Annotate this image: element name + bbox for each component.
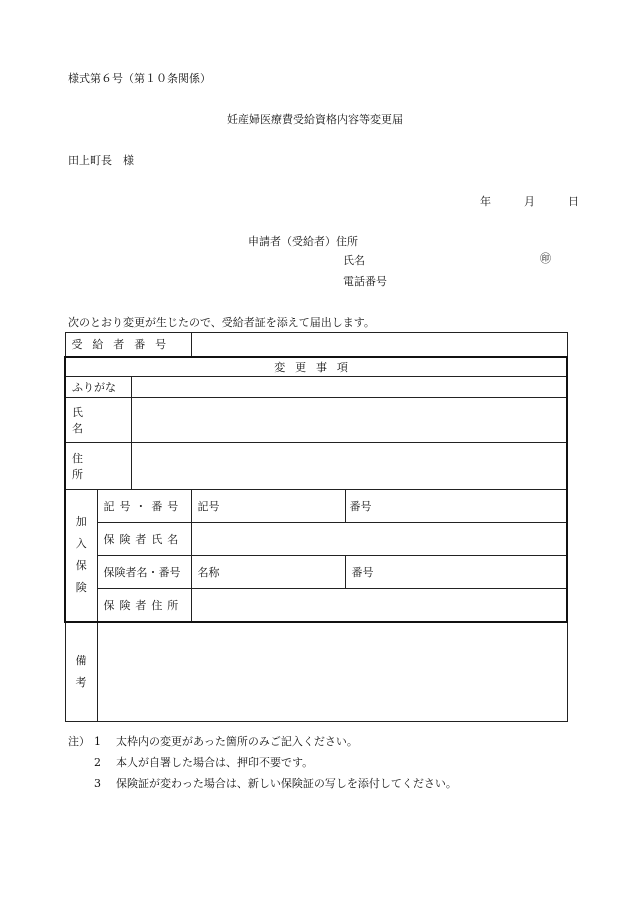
date-day: 日 [568, 195, 579, 208]
insurer-name-number-row [65, 556, 567, 589]
seal-mark: ㊞ [540, 252, 551, 265]
furigana-row [65, 377, 567, 398]
name-field[interactable] [131, 398, 567, 443]
furigana-label: ふりがな [65, 377, 131, 398]
insurer-address-label: 保険者住所 [97, 589, 191, 622]
insurer-name-field[interactable]: 名称 [191, 556, 345, 589]
address-row [65, 443, 567, 490]
remarks-row [65, 622, 567, 722]
name-row [65, 398, 567, 443]
insured-name-field[interactable] [191, 523, 567, 556]
recipient-line: 田上町長 様 [68, 154, 134, 167]
applicant-name-label: 氏名 [343, 254, 365, 267]
insurer-number-field[interactable]: 番号 [345, 556, 567, 589]
date-month: 月 [524, 195, 535, 208]
insurance-group-label: 加 入 保 険 [65, 490, 97, 622]
insured-name-row [65, 523, 567, 556]
address-field[interactable] [131, 443, 567, 490]
document-title: 妊産婦医療費受給資格内容等変更届 [227, 113, 403, 126]
insured-name-label: 保険者氏名 [97, 523, 191, 556]
furigana-field[interactable] [131, 377, 567, 398]
applicant-phone-label: 電話番号 [343, 275, 387, 288]
recipient-number-row [65, 333, 567, 357]
insurer-address-row [65, 589, 567, 622]
note-item: 2 本人が自署した場合は、押印不要です。 [94, 756, 314, 769]
insurer-name-number-label: 保険者名・番号 [97, 556, 191, 589]
notes-section [68, 731, 457, 794]
form-number: 様式第６号（第１０条関係） [68, 72, 211, 85]
note-item: 3 保険証が変わった場合は、新しい保険証の写しを添付してください。 [94, 777, 457, 790]
symbol-number-row [65, 490, 567, 523]
date-year: 年 [480, 195, 491, 208]
change-items-header-row [65, 357, 567, 377]
notes-prefix: 注） [68, 735, 90, 748]
intro-text: 次のとおり変更が生じたので、受給者証を添えて届出します。 [68, 316, 375, 329]
recipient-number-label: 受給者番号 [65, 333, 191, 357]
date-field [480, 193, 579, 209]
remarks-label: 備 考 [65, 622, 97, 722]
change-form-table [64, 332, 568, 722]
symbol-number-label: 記号・番号 [97, 490, 191, 523]
change-items-header: 変更事項 [65, 357, 567, 377]
symbol-field[interactable]: 記号 [191, 490, 345, 523]
name-label: 氏名 [65, 398, 131, 443]
number-field[interactable]: 番号 [345, 490, 567, 523]
remarks-field[interactable] [97, 622, 567, 722]
insurer-address-field[interactable] [191, 589, 567, 622]
applicant-address-label: 申請者（受給者）住所 [248, 235, 358, 248]
note-item: 注） 1 太枠内の変更があった箇所のみご記入ください。 [68, 731, 457, 752]
address-label: 住所 [65, 443, 131, 490]
recipient-number-field[interactable] [191, 333, 567, 357]
